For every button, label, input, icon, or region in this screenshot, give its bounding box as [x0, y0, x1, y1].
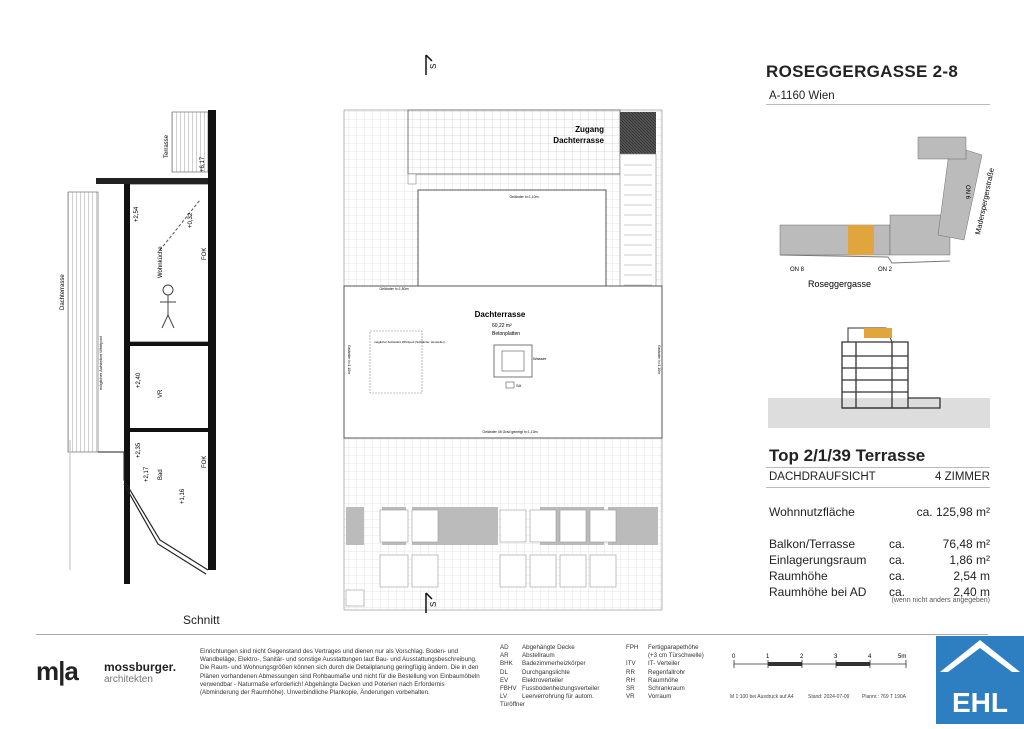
abbr-row: EV Elektroverteiler — [500, 676, 564, 684]
abbr-row: (+3 cm Türschwelle) — [648, 652, 704, 660]
building-section-thumb — [768, 318, 990, 428]
level-1-16: +1,16 — [180, 488, 186, 504]
scale-tick: 5m — [898, 654, 907, 660]
scale-tick: 4 — [868, 654, 872, 660]
abbr-row: VR Vorraum — [626, 693, 672, 701]
site-on2: ON 2 — [878, 267, 893, 273]
site-street-2: Maderspergerstraße — [973, 167, 997, 236]
unit-view: DACHDRAUFSICHT — [769, 471, 876, 483]
area-label: Einlagerungsraum — [769, 553, 867, 567]
architect-sub: architekten — [104, 674, 153, 685]
rooms-divider — [766, 487, 990, 488]
abbr-row: ITV IT- Verteiler — [626, 660, 680, 668]
abbreviations-col1 — [500, 644, 615, 710]
scale-tick: 2 — [800, 654, 804, 660]
section-label-fok-2: FOK — [202, 455, 208, 468]
section-label-terrasse: Terrasse — [164, 134, 170, 158]
scale-note: M 1:100 bei Ausdruck auf A4 — [730, 694, 794, 700]
level-0-32: +0,32 — [188, 212, 194, 228]
plan-water-label: Wasser — [533, 356, 547, 361]
abbr-row: RH Raumhöhe — [626, 676, 679, 684]
abbr-row: AR Abstellraum — [500, 652, 555, 660]
rail-bottom: Geländer 45 Grad geneigt h=1,13m — [482, 430, 538, 434]
abbr-row: LV Leerverrohrung für autom. Türöffner — [500, 693, 594, 709]
ehl-logo — [936, 636, 1024, 724]
site-on6: ON 6 — [964, 185, 970, 200]
site-plan — [768, 125, 997, 290]
level-6-17: +6,17 — [200, 156, 206, 172]
area-label: Wohnnutzfläche — [769, 505, 855, 519]
project-title: ROSEGGERGASSE 2-8 — [766, 62, 959, 81]
area-row-raumhoehe — [769, 569, 990, 585]
section-label-dachterrasse: Dachterrasse — [60, 274, 66, 310]
roof-plan — [340, 55, 670, 615]
abbr-row: FPH Fertigparapethöhe — [626, 644, 699, 651]
section-label-vr: VR — [158, 389, 164, 398]
level-2-54: +2,54 — [134, 206, 140, 222]
level-2-17: +2,17 — [144, 466, 150, 482]
area-row-einlagerung — [769, 553, 990, 569]
architect-name: mossburger. — [104, 660, 177, 674]
area-row-balkon — [769, 537, 990, 553]
scale-bar — [730, 650, 910, 674]
plan-date: Stand: 2024-07-09 — [808, 694, 850, 700]
section-label-whirlpool: möglicher Aufstellort Whirlpool — [98, 336, 103, 390]
abbr-row: BHK Badezimmerheizkörper — [500, 660, 586, 668]
plan-number: Plannr.: 769 T 190A — [862, 694, 907, 700]
site-on8: ON 8 — [790, 267, 805, 273]
area-value: 76,48 m² — [942, 537, 990, 551]
plan-sa-label: SA — [516, 383, 522, 388]
abbr-row: FBHV Fussbodenheizungsverteiler — [500, 685, 600, 693]
scale-tick: 3 — [834, 654, 838, 660]
rail-left-side: Geländer h=1,10m — [347, 345, 351, 375]
section-label-wohnkueche: Wohnküche — [158, 246, 164, 278]
house-icon — [936, 636, 1024, 724]
unit-title: Top 2/1/39 Terrasse — [769, 446, 926, 465]
rail-left: Geländer h=1,50m — [379, 287, 409, 291]
footer-divider — [36, 634, 988, 635]
site-street: Roseggergasse — [808, 279, 872, 289]
area-prefix: ca. — [889, 585, 906, 599]
scale-tick: 0 — [732, 654, 736, 660]
abbr-row: DL Durchgangslichte — [500, 668, 570, 676]
abbreviations-col2 — [626, 644, 726, 701]
section-drawing — [40, 100, 260, 600]
section-title: Schnitt — [183, 613, 220, 627]
area-note: (wenn nicht anders angegeben) — [891, 597, 990, 604]
area-label: Balkon/Terrasse — [769, 537, 856, 551]
whirlpool-label: möglicher Aufstellort Whirlpool (Sitzfläche: Hersteller) — [374, 340, 445, 344]
unit-rooms: 4 ZIMMER — [935, 471, 990, 483]
rail-right: Geländer h=1,10m — [657, 345, 661, 375]
area-value: 1,86 m² — [949, 553, 990, 567]
level-2-40: +2,40 — [136, 372, 142, 388]
terrace-label: Dachterrasse — [474, 310, 526, 319]
architect-logo-mark: m|a — [36, 656, 78, 686]
level-2-35: +2,35 — [136, 442, 142, 458]
abbr-row: RR Regenfallrohr — [626, 668, 686, 676]
rail-top: Geländer h=1,10m — [509, 195, 539, 199]
north-label-bottom: S — [429, 601, 438, 607]
ehl-brand: EHL — [952, 687, 1008, 718]
terrace-area: 60,22 m² — [492, 323, 512, 329]
area-label: Raumhöhe — [769, 569, 828, 583]
area-prefix: ca. — [889, 537, 906, 551]
section-label-fok: FOK — [202, 247, 208, 260]
north-label-top: S — [429, 63, 438, 69]
access-label-1: Zugang — [575, 125, 604, 134]
area-value: 2,54 m — [953, 569, 990, 583]
terrace-material: Betonplatten — [492, 331, 521, 337]
abbr-row: SR Schrankraum — [626, 685, 685, 693]
area-value: 2,40 m — [953, 585, 990, 599]
disclaimer: Einrichtungen sind nicht Gegenstand des Vertrages und dienen nur als Vorschlag. Boden- und Wandbeläge, Elektro-, Sanitär- und sonstige Ausstattungen laut Bau- und Ausstattungsbeschreibung. Die Raum- und Wohnungsgrößen können sich durch die Detailplanung geringfügig ändern. Die in den Plänen vorhandenen Abmessungen sind Rohbaumaße und nicht für die Bestellung von Einbaumöbeln verwendbar - Naturmaße erforderlich! Abgehängte Decken und Poterien nach Erfordernis (Abminderung der Raumhöhe). Unverbindliche Plankopie, Änderungen vorbehalten. — [200, 648, 480, 697]
area-value: ca. 125,98 m² — [916, 505, 990, 519]
section-label-bad: Bad — [158, 469, 164, 480]
area-prefix: ca. — [889, 553, 906, 567]
title-divider — [766, 104, 990, 105]
area-row-wohnnutzflaeche — [769, 505, 990, 521]
project-address: A-1160 Wien — [769, 90, 835, 102]
area-label: Raumhöhe bei AD — [769, 585, 867, 599]
scale-tick: 1 — [766, 654, 770, 660]
unit-divider — [766, 467, 990, 468]
area-prefix: ca. — [889, 569, 906, 583]
access-label-2: Dachterrasse — [553, 136, 604, 145]
abbr-row: AD Abgehängte Decke — [500, 644, 575, 651]
